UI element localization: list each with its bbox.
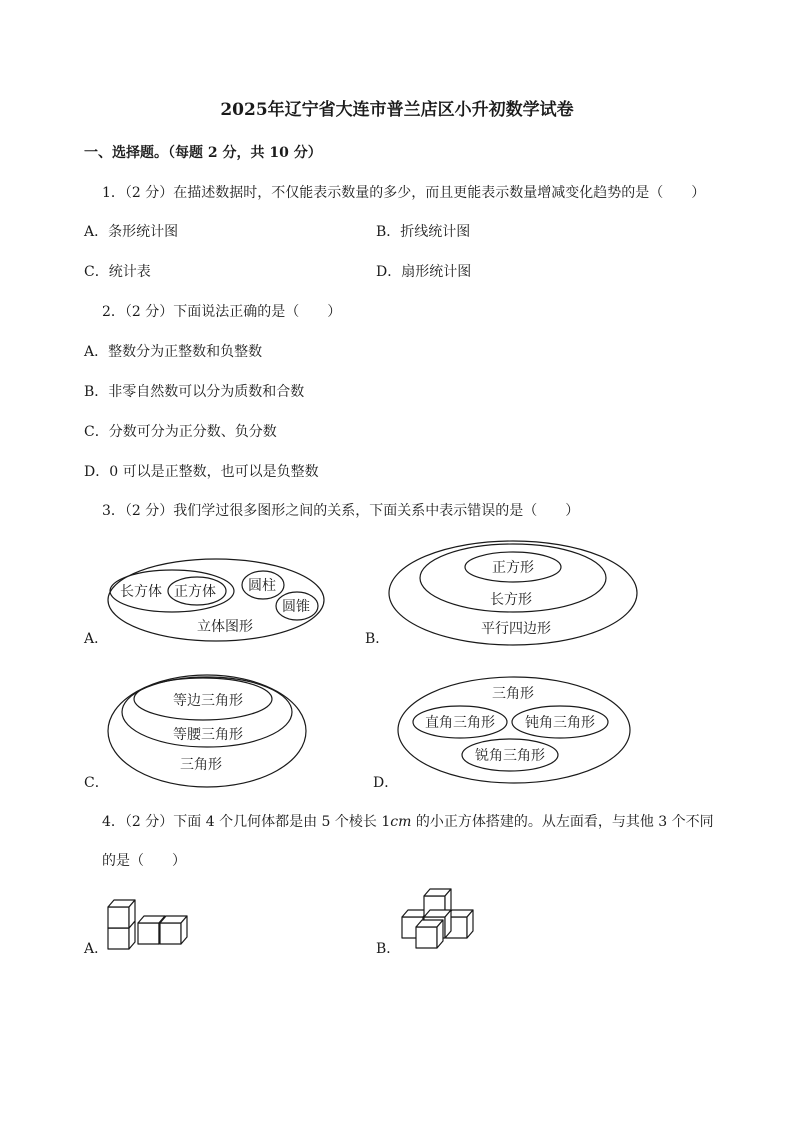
label-cone: 圆锥 — [282, 599, 310, 615]
venn-diagram-b — [385, 538, 645, 648]
q2-option-d[interactable]: D．0 可以是正整数，也可以是负整数 — [84, 464, 319, 480]
q4-option-b-label[interactable]: B． — [376, 941, 401, 957]
q4-option-a-label[interactable]: A． — [84, 941, 109, 957]
label-solid-figures: 立体图形 — [197, 619, 253, 635]
cube-figure-a — [106, 896, 196, 952]
venn-diagram-c — [106, 672, 316, 792]
question-4-stem-line2: 的是（ ） — [102, 853, 186, 869]
label-isosceles: 等腰三角形 — [173, 727, 243, 743]
label-cylinder: 圆柱 — [248, 578, 276, 594]
label-parallelogram: 平行四边形 — [481, 621, 551, 637]
q4-stem-text: 4．（2 分）下面 4 个几何体都是由 5 个棱长 1 — [102, 814, 391, 830]
label-right-triangle: 直角三角形 — [425, 715, 495, 731]
q2-option-b[interactable]: B．非零自然数可以分为质数和合数 — [84, 384, 305, 400]
section-heading: 一、选择题。（每题 2 分，共 10 分） — [84, 145, 322, 161]
q4-unit: cm — [390, 814, 412, 830]
venn-diagram-a — [100, 556, 340, 646]
q1-option-b[interactable]: B．折线统计图 — [376, 224, 471, 240]
q2-option-a[interactable]: A．整数分为正整数和负整数 — [84, 344, 263, 360]
question-1-stem: 1．（2 分）在描述数据时，不仅能表示数量的多少，而且更能表示数量增减变化趋势的是（ ） — [102, 185, 706, 201]
label-triangle: 三角形 — [180, 757, 222, 773]
label-square: 正方形 — [492, 560, 534, 576]
question-2-stem: 2．（2 分）下面说法正确的是（ ） — [102, 304, 342, 320]
page-title: 2025年辽宁省大连市普兰店区小升初数学试卷 — [220, 100, 574, 120]
label-obtuse-triangle: 钝角三角形 — [525, 715, 595, 731]
q3-option-c-label[interactable]: C． — [84, 775, 109, 791]
label-rectangle: 长方形 — [490, 592, 532, 608]
label-equilateral: 等边三角形 — [173, 693, 243, 709]
q1-option-d[interactable]: D．扇形统计图 — [376, 264, 472, 280]
q1-option-c[interactable]: C．统计表 — [84, 264, 151, 280]
cube-figure-b — [400, 886, 490, 952]
label-acute-triangle: 锐角三角形 — [475, 748, 545, 764]
label-triangle: 三角形 — [492, 686, 534, 702]
q3-option-d-label[interactable]: D． — [373, 775, 399, 791]
cube-stack-b — [402, 889, 473, 948]
q4-stem-text-cont: 的小正方体搭建的。从左面看，与其他 3 个不同 — [411, 814, 714, 830]
label-cube: 正方体 — [174, 584, 216, 600]
q2-option-c[interactable]: C．分数可分为正分数、负分数 — [84, 424, 277, 440]
label-cuboid: 长方体 — [120, 584, 162, 600]
q3-option-a-label[interactable]: A． — [84, 631, 109, 647]
q3-option-b-label[interactable]: B． — [365, 631, 390, 647]
question-3-stem: 3．（2 分）我们学过很多图形之间的关系，下面关系中表示错误的是（ ） — [102, 503, 580, 519]
q1-option-a[interactable]: A．条形统计图 — [84, 224, 179, 240]
question-4-stem-line1 — [102, 813, 714, 831]
venn-diagram-d — [396, 674, 636, 794]
cube-stack-a — [108, 900, 187, 949]
